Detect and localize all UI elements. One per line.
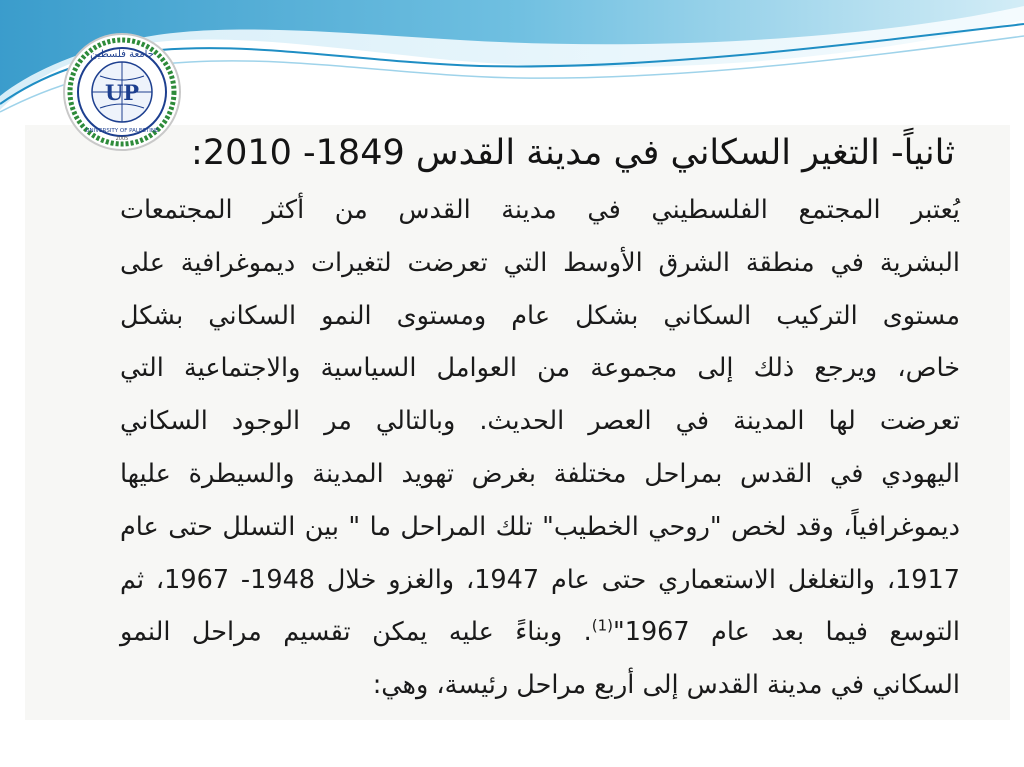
logo-initials: UP	[104, 80, 140, 105]
body-line-6: اليهودي في القدس بمراحل مختلفة بغرض تهويد المدينة والسيطرة عليها	[120, 458, 960, 489]
logo-english-name: UNIVERSITY OF PALESTINE	[85, 128, 159, 134]
logo-year: 2005	[115, 136, 129, 142]
body-line-8: 1917، والتغلغل الاستعماري حتى عام 1947، والغزو خلال 1948- 1967، ثم	[120, 564, 960, 595]
university-logo	[60, 30, 184, 154]
slide-title: ثانياً- التغير السكاني في مدينة القدس 1849- 2010:	[191, 133, 955, 173]
body-text	[120, 184, 960, 712]
body-line-9-tail: . وبناءً عليه يمكن تقسيم مراحل النمو	[120, 617, 592, 648]
body-line-4: خاص، ويرجع ذلك إلى مجموعة من العوامل السياسية والاجتماعية التي	[120, 353, 960, 384]
body-line-10: السكاني في مدينة القدس إلى أربع مراحل رئيسة، وهي:	[372, 670, 960, 701]
body-line-7: ديموغرافياً، وقد لخص "روحي الخطيب" تلك المراحل ما " بين التسلل حتى عام	[120, 511, 960, 542]
footnote-reference: (1)	[591, 616, 613, 635]
body-line-5: تعرضت لها المدينة في العصر الحديث. وبالتالي مر الوجود السكاني	[120, 406, 960, 437]
logo-arabic-name: جامعة فلسطين	[90, 49, 154, 60]
body-line-9-start: التوسع فيما بعد عام 1967"	[612, 617, 960, 648]
body-line-3: مستوى التركيب السكاني بشكل عام ومستوى النمو السكاني بشكل	[120, 300, 960, 331]
body-line-1: يُعتبر المجتمع الفلسطيني في مدينة القدس من أكثر المجتمعات	[120, 195, 960, 225]
body-line-9	[120, 606, 960, 659]
body-line-2: البشرية في منطقة الشرق الأوسط التي تعرضت لتغيرات ديموغرافية على	[120, 247, 960, 278]
